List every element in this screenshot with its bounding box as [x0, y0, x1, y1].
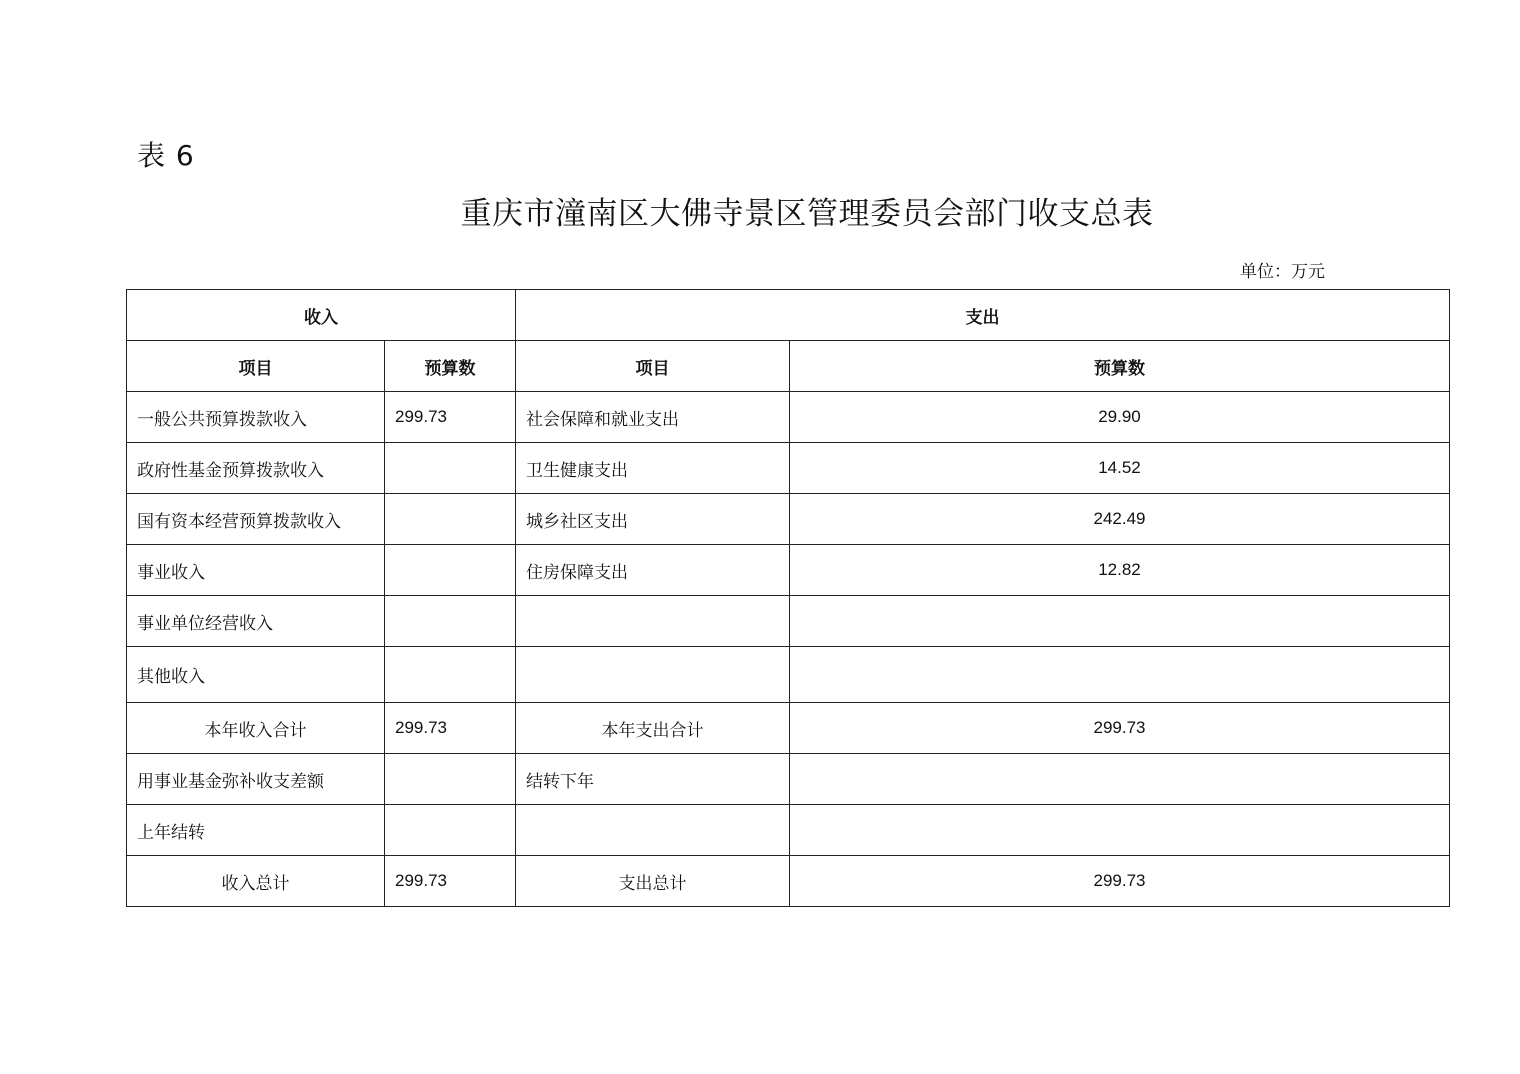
- expense-subtotal-label: 本年支出合计: [516, 703, 790, 754]
- expense-item-cell: 卫生健康支出: [516, 443, 790, 494]
- income-item-cell: 上年结转: [127, 805, 385, 856]
- income-item-header: 项目: [127, 341, 385, 392]
- income-subtotal-label: 本年收入合计: [127, 703, 385, 754]
- income-subtotal-value: 299.73: [385, 703, 516, 754]
- expense-group-header: 支出: [516, 290, 1450, 341]
- expense-item-header: 项目: [516, 341, 790, 392]
- income-item-cell: 事业单位经营收入: [127, 596, 385, 647]
- income-group-header: 收入: [127, 290, 516, 341]
- income-expense-summary-table: [126, 289, 1450, 907]
- expense-subtotal-value: 299.73: [790, 703, 1450, 754]
- income-value-cell: [385, 494, 516, 545]
- expense-value-cell: 242.49: [790, 494, 1450, 545]
- table-row: [127, 392, 1450, 443]
- income-value-cell: [385, 805, 516, 856]
- column-header-row: [127, 341, 1450, 392]
- expense-item-cell: [516, 596, 790, 647]
- page-title: 重庆市潼南区大佛寺景区管理委员会部门收支总表: [460, 196, 1154, 232]
- income-budget-header: 预算数: [385, 341, 516, 392]
- expense-item-cell: 住房保障支出: [516, 545, 790, 596]
- table-row: [127, 545, 1450, 596]
- expense-budget-header: 预算数: [790, 341, 1450, 392]
- table-row: [127, 443, 1450, 494]
- expense-value-cell: 29.90: [790, 392, 1450, 443]
- expense-value-cell: [790, 805, 1450, 856]
- expense-item-cell: 城乡社区支出: [516, 494, 790, 545]
- expense-item-cell: [516, 805, 790, 856]
- income-item-cell: 其他收入: [127, 647, 385, 703]
- income-value-cell: [385, 545, 516, 596]
- income-total-label: 收入总计: [127, 856, 385, 907]
- expense-value-cell: [790, 647, 1450, 703]
- expense-value-cell: 12.82: [790, 545, 1450, 596]
- income-item-cell: 用事业基金弥补收支差额: [127, 754, 385, 805]
- income-item-cell: 事业收入: [127, 545, 385, 596]
- subtotal-row: [127, 703, 1450, 754]
- unit-label: 单位：万元: [1240, 262, 1325, 282]
- income-value-cell: 299.73: [385, 392, 516, 443]
- expense-item-cell: [516, 647, 790, 703]
- expense-value-cell: [790, 754, 1450, 805]
- expense-total-label: 支出总计: [516, 856, 790, 907]
- income-value-cell: [385, 443, 516, 494]
- expense-item-cell: 结转下年: [516, 754, 790, 805]
- table-number: 表 6: [137, 139, 195, 172]
- expense-value-cell: 14.52: [790, 443, 1450, 494]
- expense-value-cell: [790, 596, 1450, 647]
- income-value-cell: [385, 754, 516, 805]
- table-row: [127, 754, 1450, 805]
- income-value-cell: [385, 647, 516, 703]
- income-item-cell: 政府性基金预算拨款收入: [127, 443, 385, 494]
- table-row: [127, 647, 1450, 703]
- group-header-row: [127, 290, 1450, 341]
- income-item-cell: 一般公共预算拨款收入: [127, 392, 385, 443]
- income-total-value: 299.73: [385, 856, 516, 907]
- expense-total-value: 299.73: [790, 856, 1450, 907]
- table-row: [127, 805, 1450, 856]
- expense-item-cell: 社会保障和就业支出: [516, 392, 790, 443]
- table-row: [127, 596, 1450, 647]
- income-value-cell: [385, 596, 516, 647]
- total-row: [127, 856, 1450, 907]
- table-row: [127, 494, 1450, 545]
- income-item-cell: 国有资本经营预算拨款收入: [127, 494, 385, 545]
